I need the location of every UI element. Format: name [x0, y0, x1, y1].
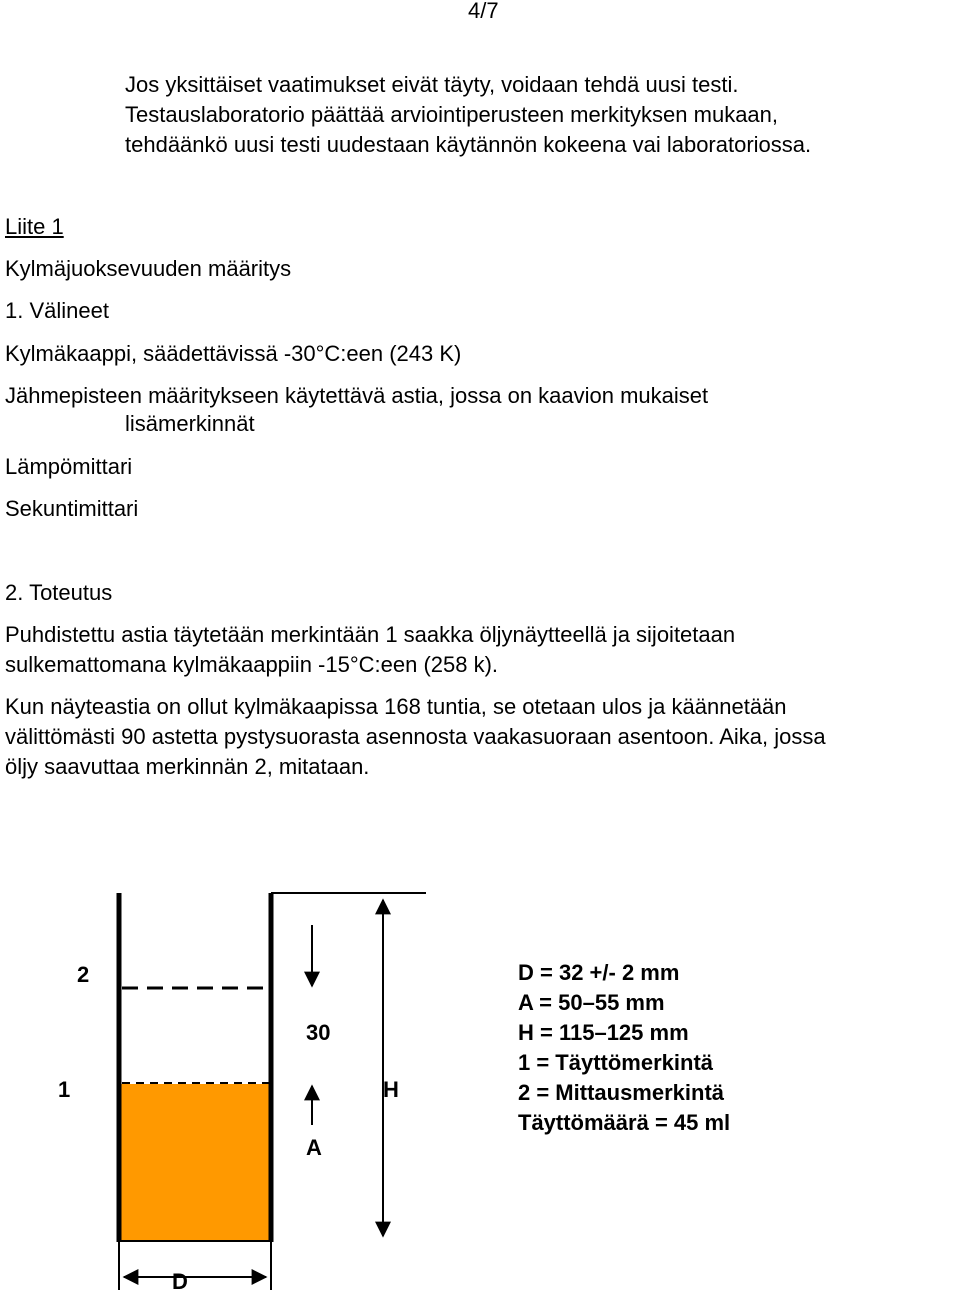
diagram-legend — [518, 958, 730, 1138]
intro-line: tehdäänkö uusi testi uudestaan käytännön kokeena vai laboratoriossa. — [125, 132, 812, 157]
label-mark-2: 2 — [77, 962, 90, 987]
equipment-item: Sekuntimittari — [5, 496, 139, 521]
equipment-item: Lämpömittari — [5, 454, 133, 479]
legend-item: A = 50–55 mm — [518, 990, 665, 1015]
legend-item: 1 = Täyttömerkintä — [518, 1050, 714, 1075]
oil-fill — [119, 1084, 271, 1241]
procedure-line: sulkemattomana kylmäkaappiin -15°C:een (258 k). — [5, 652, 499, 677]
equipment-item-line: Jähmepisteen määritykseen käytettävä astia, jossa on kaavion mukaiset — [5, 383, 709, 408]
label-30: 30 — [306, 1020, 331, 1045]
page-number: 4/7 — [468, 0, 499, 23]
equipment-item-line: lisämerkinnät — [125, 411, 255, 436]
equipment-item: Kylmäkaappi, säädettävissä -30°C:een (243 K) — [5, 341, 462, 366]
legend-item: Täyttömäärä = 45 ml — [518, 1110, 731, 1135]
legend-item: 2 = Mittausmerkintä — [518, 1080, 725, 1105]
label-d: D — [172, 1269, 188, 1294]
appendix-subtitle: Kylmäjuoksevuuden määritys — [5, 256, 292, 281]
procedure-line: Kun näyteastia on ollut kylmäkaapissa 168 tuntia, se otetaan ulos ja käännetään — [5, 694, 787, 719]
section-1-heading: 1. Välineet — [5, 298, 109, 323]
procedure-line: öljy saavuttaa merkinnän 2, mitataan. — [5, 754, 370, 779]
label-h: H — [383, 1077, 399, 1102]
section-2-heading: 2. Toteutus — [5, 580, 113, 605]
label-a: A — [306, 1135, 322, 1160]
legend-item: H = 115–125 mm — [518, 1020, 689, 1045]
intro-line: Testauslaboratorio päättää arviointiperusteen merkityksen mukaan, — [125, 102, 779, 127]
label-mark-1: 1 — [58, 1077, 71, 1102]
appendix-title: Liite 1 — [5, 214, 64, 239]
legend-item: D = 32 +/- 2 mm — [518, 960, 680, 985]
intro-line: Jos yksittäiset vaatimukset eivät täyty, voidaan tehdä uusi testi. — [125, 72, 739, 97]
procedure-line: välittömästi 90 astetta pystysuorasta asennosta vaakasuoraan asentoon. Aika, jossa — [5, 724, 826, 749]
procedure-line: Puhdistettu astia täytetään merkintään 1 saakka öljynäytteellä ja sijoitetaan — [5, 622, 736, 647]
